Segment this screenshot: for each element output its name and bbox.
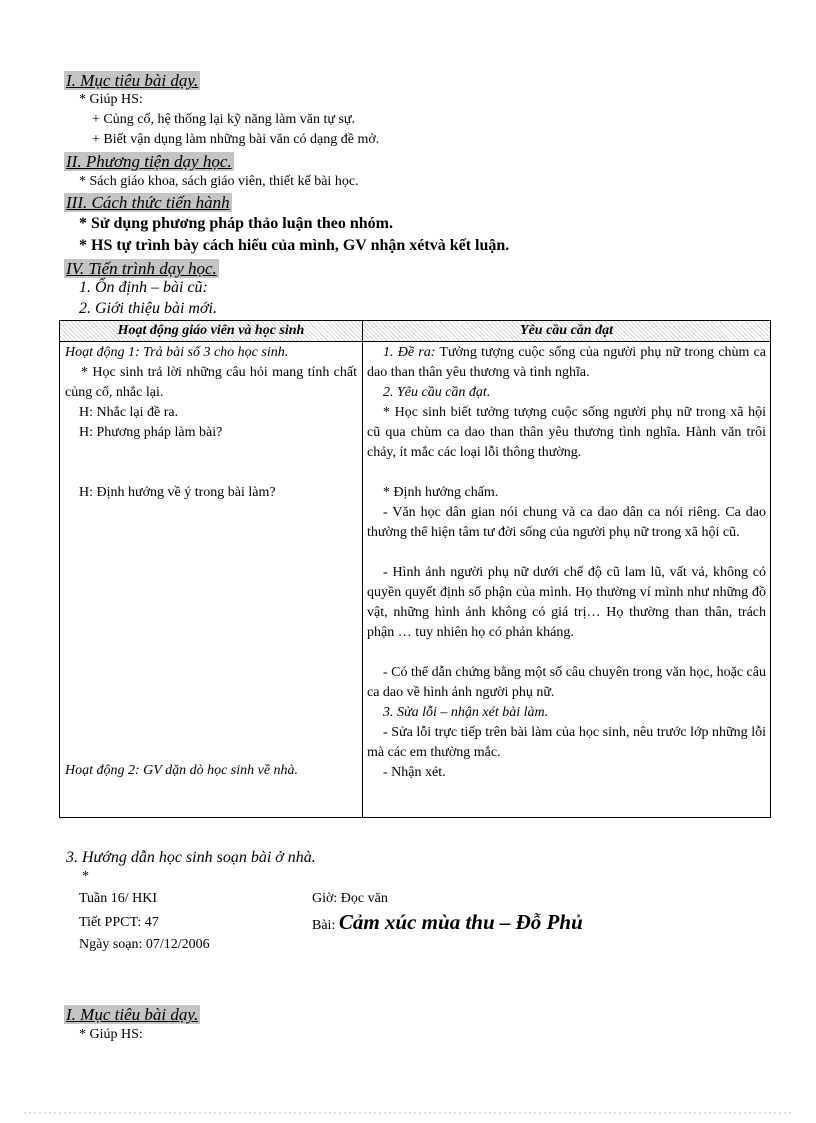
lesson-title: Cảm xúc mùa thu – Đỗ Phủ (338, 910, 583, 934)
question-item: H: Nhắc lại đề ra. (79, 405, 179, 420)
method-line: * Sử dụng phương pháp thảo luận theo nhóm. (79, 215, 393, 232)
table-header-activities: Hoạt động giáo viên và học sinh (117, 323, 305, 338)
topic-text: Tưởng tượng cuộc sống của người phụ nữ trong chùm ca dao than thân yêu thương và tình nghĩa. (367, 345, 766, 380)
bullet-star: * (82, 869, 89, 884)
objectives-line: * Giúp HS: (79, 1027, 143, 1042)
table-header-requirements: Yêu cầu cần đạt (520, 323, 613, 338)
lesson-title-label: Bài: (312, 918, 339, 933)
page-border-dots (24, 1112, 792, 1114)
table-column-divider (362, 321, 363, 817)
method-line: * HS tự trình bày cách hiểu của mình, GV nhận xétvà kết luận. (79, 237, 510, 254)
section-heading-method: III. Cách thức tiến hành (66, 193, 230, 212)
topic-label: 1. Đề ra: (383, 345, 436, 360)
question-item: H: Phương pháp làm bài? (79, 425, 223, 440)
section-heading-materials: II. Phương tiện dạy học. (66, 152, 232, 171)
lesson-title-line (312, 910, 583, 935)
lesson-date: Ngày soạn: 07/12/2006 (79, 937, 210, 952)
requirement-paragraph: - Có thể dẫn chứng bằng một số câu chuyên trong văn học, hoặc câu ca dao về hình ảnh người phụ nữ. (367, 665, 766, 700)
requirement-heading: 3. Sửa lỗi – nhận xét bài làm. (383, 705, 549, 720)
lesson-table (59, 320, 771, 818)
requirement-paragraph: - Nhận xét. (383, 765, 446, 780)
lesson-period: Tiết PPCT: 47 (79, 915, 159, 930)
homework-heading: 3. Hướng dẫn học sinh soạn bài ở nhà. (66, 849, 316, 866)
lesson-week: Tuần 16/ HKI (79, 891, 158, 906)
activity-2-title: Hoạt động 2: GV dặn dò học sinh về nhà. (65, 763, 299, 778)
lesson-subject: Giờ: Đọc văn (312, 891, 388, 906)
section-heading-process: IV. Tiến trình dạy học. (66, 259, 217, 278)
question-item: H: Định hướng về ý trong bài làm? (79, 485, 276, 500)
requirement-topic (367, 343, 766, 383)
process-line: 2. Giới thiệu bài mới. (79, 300, 217, 317)
objectives-line: + Biết vận dụng làm những bài văn có dạng đề mở. (92, 132, 380, 147)
table-header-row (60, 321, 770, 342)
section-heading-objectives-2: I. Mục tiêu bài dạy. (66, 1005, 199, 1024)
activity-1-text: * Học sinh trả lời những câu hỏi mang tính chất củng cố, nhắc lại. (65, 365, 357, 400)
section-heading-objectives: I. Mục tiêu bài dạy. (66, 71, 199, 90)
requirement-paragraph: - Văn học dân gian nói chung và ca dao dân ca nói riêng. Ca dao thường thể hiện tâm tư đời sống của người phụ nữ trong xã hội cũ. (367, 505, 766, 540)
objectives-line: * Giúp HS: (79, 92, 143, 107)
requirement-paragraph: * Định hướng chấm. (383, 485, 499, 500)
activity-1-title: Hoạt động 1: Trả bài số 3 cho học sinh. (65, 345, 289, 360)
process-line: 1. Ổn định – bài cũ: (79, 279, 208, 296)
requirement-heading: 2. Yêu cầu cần đạt. (383, 385, 491, 400)
requirement-paragraph: * Học sinh biết tưởng tượng cuộc sống người phụ nữ trong xã hội cũ qua chùm ca dao than thân yêu thương tình nghĩa. Hành văn trôi chảy, ít mắc các loại lỗi thông thường. (367, 405, 766, 460)
materials-line: * Sách giáo khoa, sách giáo viên, thiết kế bài học. (79, 174, 359, 189)
requirement-paragraph: - Sửa lỗi trực tiếp trên bài làm của học sinh, nêu trước lớp những lỗi mà các em thường mắc. (367, 725, 766, 760)
objectives-line: + Củng cố, hệ thống lại kỹ năng làm văn tự sự. (92, 112, 355, 127)
requirement-paragraph: - Hình ảnh người phụ nữ dưới chế độ cũ lam lũ, vất vả, không có quyền quyết định số phận của mình. Họ thường ví mình như những đồ vật, những hình ảnh không có giá trị… Họ thường than thân, trách phận … tuy nhiên họ có phản kháng. (367, 565, 766, 640)
